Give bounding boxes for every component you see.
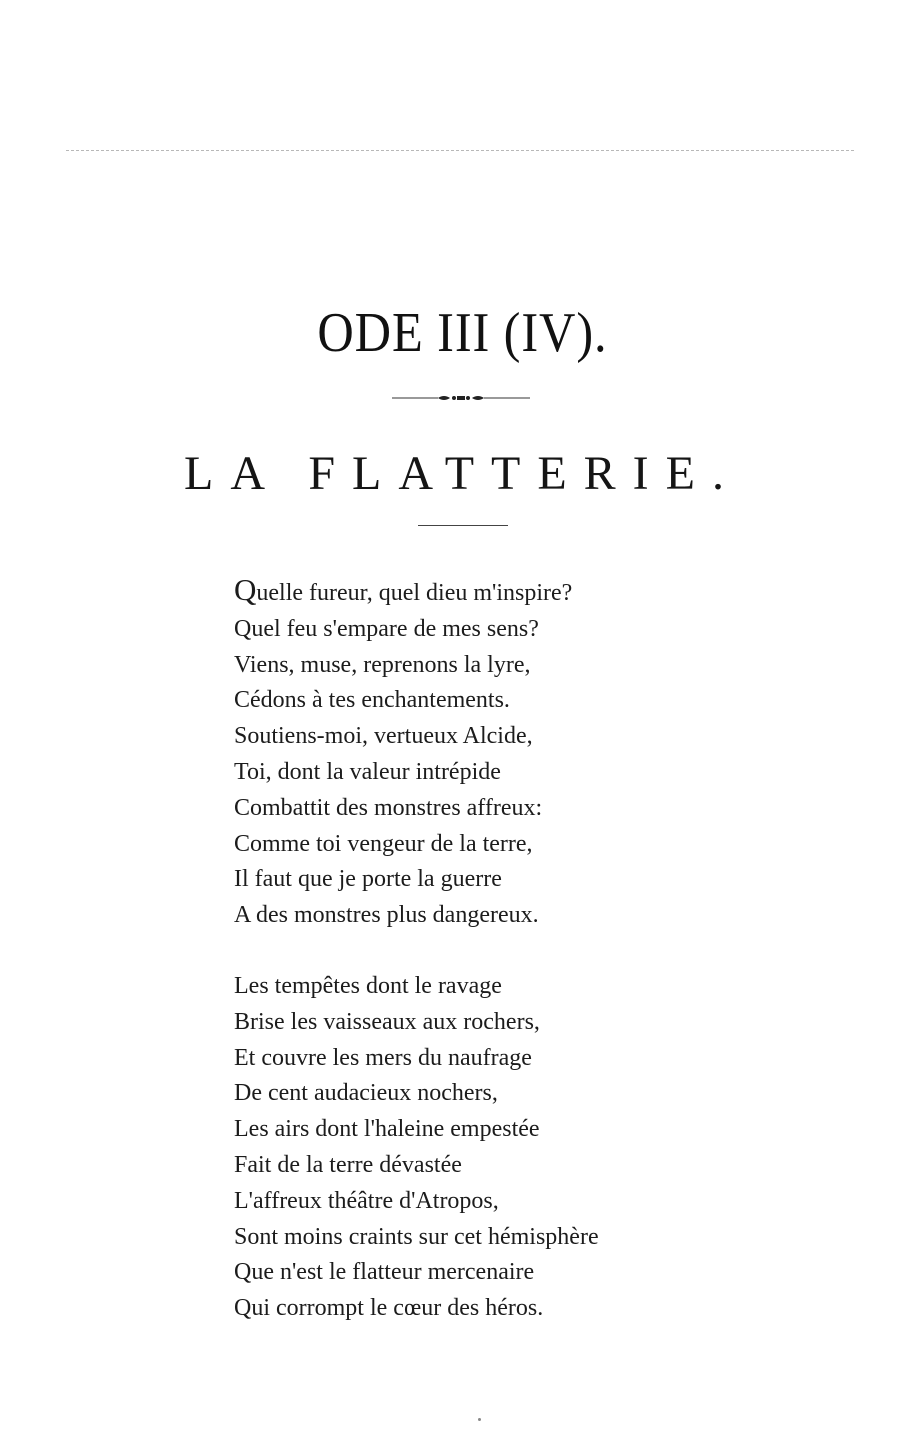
verse-line: Les tempêtes dont le ravage xyxy=(234,973,502,999)
verse-line: L'affreux théâtre d'Atropos, xyxy=(234,1187,499,1214)
verse-line-rest: uelle fureur, quel dieu m'inspire? xyxy=(256,580,573,606)
verse-line: Il faut que je porte la guerre xyxy=(234,866,502,893)
verse-line: Cédons à tes enchantements. xyxy=(234,687,510,714)
ornament-divider xyxy=(392,390,530,406)
stanza-1 xyxy=(234,572,573,934)
title-rule xyxy=(418,525,508,526)
page-mark xyxy=(478,1418,481,1421)
verse-line xyxy=(234,572,573,612)
verse-line: Fait de la terre dévastée xyxy=(234,1151,462,1178)
verse-line: De cent audacieux nochers, xyxy=(234,1080,498,1107)
stanza-2 xyxy=(234,969,599,1327)
verse-line: Que n'est le flatteur mercenaire xyxy=(234,1259,535,1286)
verse-line: Soutiens-moi, vertueux Alcide, xyxy=(234,723,533,750)
poem-title: LA FLATTERIE. xyxy=(184,447,741,500)
verse-line: Les airs dont l'haleine empestée xyxy=(234,1116,540,1143)
verse-line: Qui corrompt le cœur des héros. xyxy=(234,1295,544,1322)
verse-line: Sont moins craints sur cet hémisphère xyxy=(234,1223,599,1250)
verse-line: Combattit des monstres affreux: xyxy=(234,794,543,821)
drop-letter: Q xyxy=(234,572,257,607)
verse-line: Quel feu s'empare de mes sens? xyxy=(234,615,539,642)
verse-line: Viens, muse, reprenons la lyre, xyxy=(234,651,531,678)
verse-line: Et couvre les mers du naufrage xyxy=(234,1044,532,1071)
verse-line: Comme toi vengeur de la terre, xyxy=(234,830,533,857)
top-rule xyxy=(66,150,854,151)
verse-line: Toi, dont la valeur intrépide xyxy=(234,758,501,785)
verse-line: Brise les vaisseaux aux rochers, xyxy=(234,1008,540,1035)
verse-line: A des monstres plus dangereux. xyxy=(234,902,539,929)
ode-title: ODE III (IV). xyxy=(317,302,608,364)
